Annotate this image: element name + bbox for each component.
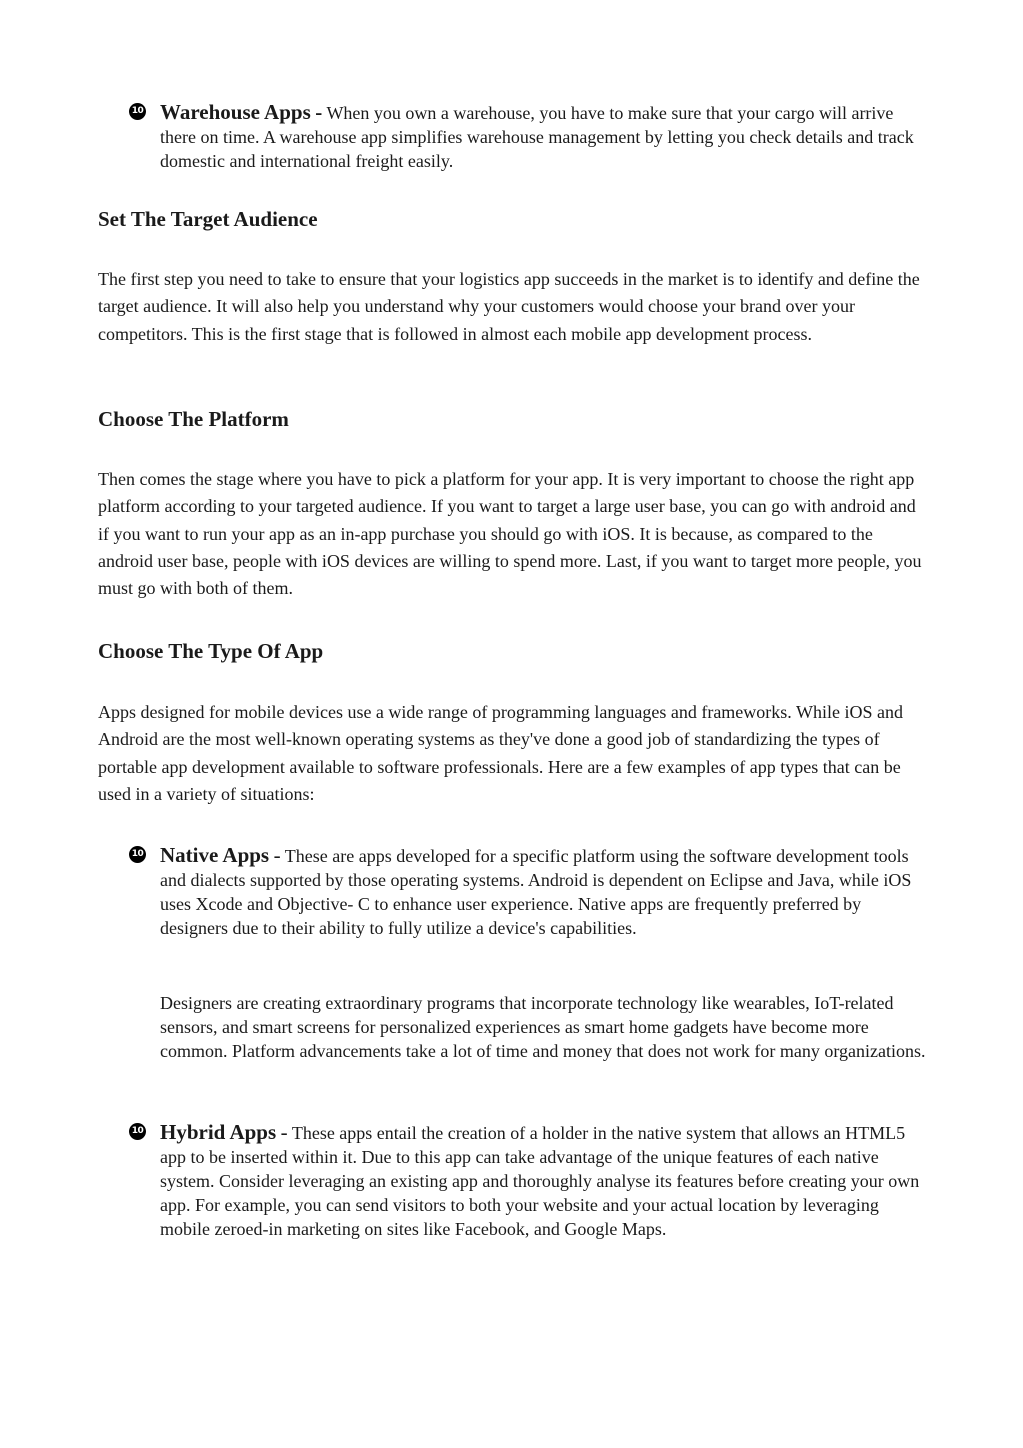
heading-target-audience: Set The Target Audience: [98, 207, 318, 231]
warehouse-apps-text: When you own a warehouse, you have to make sure that your cargo will arrive there on time. A warehouse app simplifies warehouse management by letting you check details and track domestic and international freight easily.: [160, 103, 914, 171]
warehouse-apps-dash: -: [315, 100, 323, 124]
numbered-bullet-icon: 10: [129, 103, 146, 120]
list-item-warehouse-apps: [131, 100, 930, 173]
numbered-bullet-icon: 10: [129, 846, 146, 863]
native-apps-title: Native Apps: [160, 843, 270, 867]
heading-type-of-app: Choose The Type Of App: [98, 639, 324, 663]
hybrid-apps-dash: -: [280, 1120, 288, 1144]
heading-choose-platform: Choose The Platform: [98, 407, 289, 431]
list-item-hybrid-apps: [131, 1120, 930, 1241]
list-item-native-apps: [131, 843, 930, 940]
paragraph-type-of-app: Apps designed for mobile devices use a wide range of programming languages and frameworks. While iOS and Android are the most well-known operating systems as they've done a good job of standardizing the types of portable app development available to software professionals. Here are a few examples of app types that can be used in a variety of situations:: [98, 702, 903, 804]
native-apps-extra-paragraph: Designers are creating extraordinary programs that incorporate technology like wearables, IoT-related sensors, and smart screens for personalized experiences as smart home gadgets have become more common. Platform advancements take a lot of time and money that does not work for many organizations.: [160, 993, 926, 1061]
hybrid-apps-text: These apps entail the creation of a holder in the native system that allows an HTML5 app to be inserted within it. Due to this app can take advantage of the unique features of each native system. Consider leveraging an existing app and thoroughly analyse its features before creating your own app. For example, you can send visitors to both your website and your actual location by leveraging mobile zeroed-in marketing on sites like Facebook, and Google Maps.: [160, 1123, 920, 1239]
warehouse-apps-title: Warehouse Apps: [160, 100, 311, 124]
native-apps-text: These are apps developed for a specific platform using the software development tools and dialects supported by those operating systems. Android is dependent on Eclipse and Java, while iOS uses Xcode and Objective- C to enhance user experience. Native apps are frequently preferred by designers due to their ability to fully utilize a device's capabilities.: [160, 846, 912, 938]
paragraph-choose-platform: Then comes the stage where you have to pick a platform for your app. It is very important to choose the right app platform according to your targeted audience. If you want to target a large user base, you can go with android and if you want to run your app as an in-app purchase you should go with iOS. It is because, as compared to the android user base, people with iOS devices are willing to spend more. Last, if you want to target more people, you must go with both of them.: [98, 469, 922, 599]
paragraph-target-audience: The first step you need to take to ensure that your logistics app succeeds in the market is to identify and define the target audience. It will also help you understand why your customers would choose your brand over your competitors. This is the first stage that is followed in almost each mobile app development process.: [98, 269, 920, 344]
numbered-bullet-icon: 10: [129, 1123, 146, 1140]
native-apps-dash: -: [273, 843, 281, 867]
hybrid-apps-title: Hybrid Apps: [160, 1120, 277, 1144]
